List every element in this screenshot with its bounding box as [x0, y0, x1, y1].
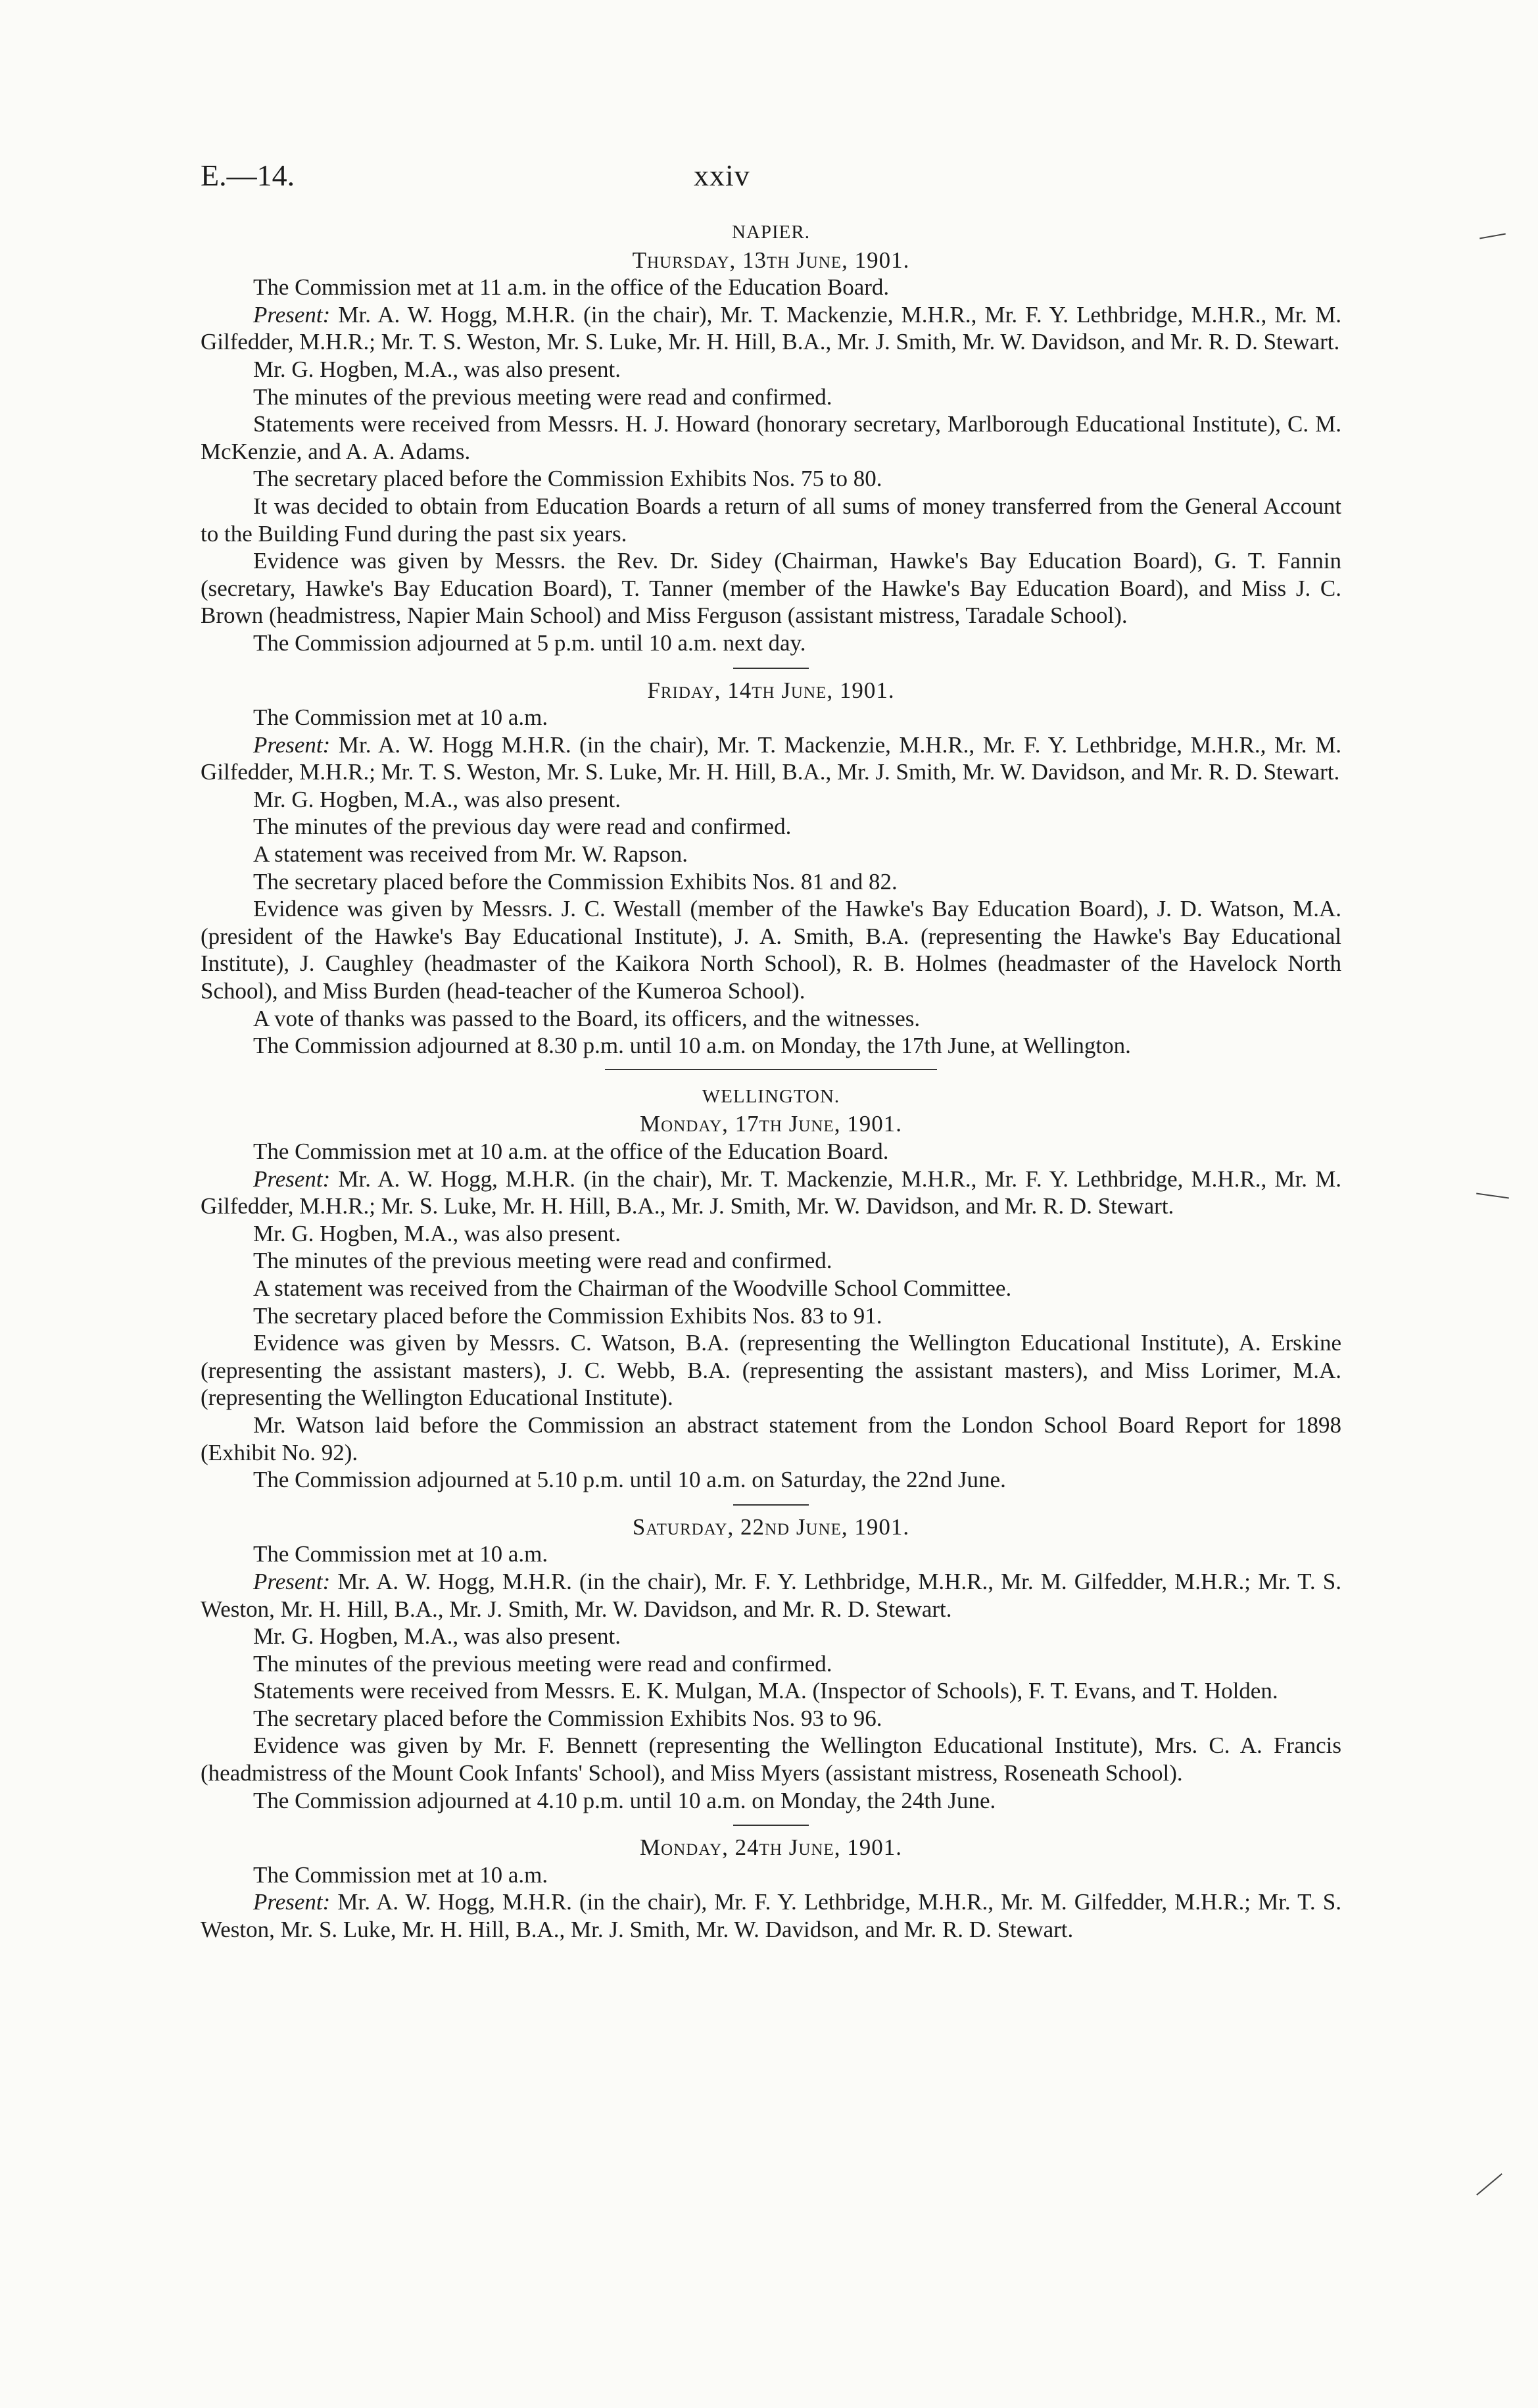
minute-paragraph: A vote of thanks was passed to the Board, its officers, and the witnesses.: [253, 1005, 921, 1031]
section-place-heading: WELLINGTON.: [702, 1085, 840, 1107]
minute-paragraph: Present: Mr. A. W. Hogg, M.H.R. (in the chair), Mr. F. Y. Lethbridge, M.H.R., Mr. M. Gilfedder, M.H.R.; Mr. T. S. Weston, Mr. S. Luke, Mr. H. Hill, B.A., Mr. J. Smith, Mr. W. Davidson, and Mr. R. D. Stewart.: [201, 1889, 1341, 1943]
meeting-divider: [733, 668, 809, 669]
present-label: Present:: [253, 731, 331, 758]
minute-paragraph: Mr. G. Hogben, M.A., was also present.: [253, 786, 621, 812]
present-label: Present:: [253, 1568, 331, 1594]
meeting-date: Thursday, 13th June, 1901.: [632, 247, 910, 273]
margin-mark: [1476, 2173, 1502, 2196]
minute-paragraph: A statement was received from Mr. W. Rapson.: [253, 841, 688, 868]
minute-paragraph: Present: Mr. A. W. Hogg M.H.R. (in the chair), Mr. T. Mackenzie, M.H.R., Mr. F. Y. Lethbridge, M.H.R., Mr. M. Gilfedder, M.H.R.; Mr. T. S. Weston, Mr. S. Luke, Mr. H. Hill, B.A., Mr. J. Smith, Mr. W. Davidson, and Mr. R. D. Stewart.: [201, 731, 1341, 785]
page-number: xxiv: [694, 159, 750, 192]
minute-paragraph: The Commission met at 10 a.m.: [253, 704, 548, 731]
meeting-divider: [733, 1504, 809, 1506]
section-divider: [605, 1069, 937, 1070]
minute-paragraph: Evidence was given by Messrs. the Rev. Dr. Sidey (Chairman, Hawke's Bay Education Board), G. T. Fannin (secretary, Hawke's Bay Education Board), T. Tanner (member of the Hawke's Bay Education Board), and Miss J. C. Brown (headmistress, Napier Main School) and Miss Ferguson (assistant mistress, Taradale School).: [201, 548, 1341, 629]
minute-paragraph: Mr. Watson laid before the Commission an abstract statement from the London School Board Report for 1898 (Exhibit No. 92).: [201, 1412, 1341, 1465]
minute-paragraph: The minutes of the previous meeting were read and confirmed.: [253, 1650, 832, 1677]
present-label: Present:: [253, 1166, 331, 1192]
meeting-date: Saturday, 22nd June, 1901.: [632, 1513, 910, 1540]
minute-paragraph: A statement was received from the Chairman of the Woodville School Committee.: [253, 1275, 1012, 1301]
minute-paragraph: The secretary placed before the Commission Exhibits Nos. 93 to 96.: [253, 1705, 882, 1731]
document-reference: E.—14.: [201, 159, 295, 192]
minutes-body: [201, 214, 1341, 1944]
minute-paragraph: Mr. G. Hogben, M.A., was also present.: [253, 356, 621, 382]
minute-paragraph: The secretary placed before the Commission Exhibits Nos. 81 and 82.: [253, 868, 898, 895]
minute-paragraph: The Commission adjourned at 5.10 p.m. until 10 a.m. on Saturday, the 22nd June.: [253, 1467, 1006, 1493]
minute-paragraph: The Commission met at 11 a.m. in the office of the Education Board.: [253, 274, 890, 301]
minute-paragraph: The minutes of the previous meeting were read and confirmed.: [253, 383, 832, 410]
meeting-date: Monday, 17th June, 1901.: [640, 1111, 902, 1137]
minute-paragraph: The secretary placed before the Commission Exhibits Nos. 83 to 91.: [253, 1302, 882, 1329]
minute-paragraph: The Commission met at 10 a.m.: [253, 1861, 548, 1888]
minute-paragraph: Mr. G. Hogben, M.A., was also present.: [253, 1623, 621, 1650]
present-label: Present:: [253, 1889, 331, 1915]
minute-paragraph: The Commission adjourned at 5 p.m. until 10 a.m. next day.: [253, 629, 806, 656]
minute-paragraph: Present: Mr. A. W. Hogg, M.H.R. (in the chair), Mr. T. Mackenzie, M.H.R., Mr. F. Y. Lethbridge, M.H.R., Mr. M. Gilfedder, M.H.R.; Mr. S. Luke, Mr. H. Hill, B.A., Mr. J. Smith, Mr. W. Davidson, and Mr. R. D. Stewart.: [201, 1166, 1341, 1219]
margin-mark: [1476, 1193, 1509, 1199]
minute-paragraph: Evidence was given by Mr. F. Bennett (representing the Wellington Educational Institute), Mrs. C. A. Francis (headmistress of the Mount Cook Infants' School), and Miss Myers (assistant mistress, Roseneath School).: [201, 1732, 1341, 1786]
minute-paragraph: The secretary placed before the Commission Exhibits Nos. 75 to 80.: [253, 466, 882, 492]
minute-paragraph: Evidence was given by Messrs. C. Watson, B.A. (representing the Wellington Educational Institute), A. Erskine (representing the assistant masters), J. C. Webb, B.A. (representing the assistant masters), and Miss Lorimer, M.A. (representing the Wellington Educational Institute).: [201, 1330, 1341, 1411]
meeting-date: Monday, 24th June, 1901.: [640, 1834, 902, 1861]
minute-paragraph: Evidence was given by Messrs. J. C. Westall (member of the Hawke's Bay Education Board), J. D. Watson, M.A. (president of the Hawke's Bay Educational Institute), J. A. Smith, B.A. (representing the Hawke's Bay Educational Institute), J. Caughley (headmaster of the Kaikora North School), R. B. Holmes (headmaster of the Havelock North School), and Miss Burden (head-teacher of the Kumeroa School).: [201, 896, 1341, 1004]
minute-paragraph: The Commission adjourned at 8.30 p.m. until 10 a.m. on Monday, the 17th June, at Wellington.: [253, 1033, 1131, 1059]
minute-paragraph: Statements were received from Messrs. E. K. Mulgan, M.A. (Inspector of Schools), F. T. Evans, and T. Holden.: [253, 1678, 1278, 1704]
margin-mark: [1479, 233, 1506, 239]
meeting-divider: [733, 1825, 809, 1826]
minute-paragraph: The minutes of the previous day were read and confirmed.: [253, 814, 792, 840]
minute-paragraph: The Commission adjourned at 4.10 p.m. until 10 a.m. on Monday, the 24th June.: [253, 1787, 996, 1813]
minute-paragraph: Statements were received from Messrs. H. J. Howard (honorary secretary, Marlborough Educational Institute), C. M. McKenzie, and A. A. Adams.: [201, 411, 1341, 464]
minute-paragraph: Mr. G. Hogben, M.A., was also present.: [253, 1220, 621, 1246]
minute-paragraph: The Commission met at 10 a.m.: [253, 1541, 548, 1567]
minute-paragraph: It was decided to obtain from Education Boards a return of all sums of money transferred from the General Account to the Building Fund during the past six years.: [201, 493, 1341, 547]
section-place-heading: NAPIER.: [732, 222, 810, 243]
minute-paragraph: The Commission met at 10 a.m. at the office of the Education Board.: [253, 1139, 889, 1164]
minute-paragraph: Present: Mr. A. W. Hogg, M.H.R. (in the chair), Mr. F. Y. Lethbridge, M.H.R., Mr. M. Gilfedder, M.H.R.; Mr. T. S. Weston, Mr. H. Hill, B.A., Mr. J. Smith, Mr. W. Davidson, and Mr. R. D. Stewart.: [201, 1568, 1341, 1622]
minute-paragraph: Present: Mr. A. W. Hogg, M.H.R. (in the chair), Mr. T. Mackenzie, M.H.R., Mr. F. Y. Lethbridge, M.H.R., Mr. M. Gilfedder, M.H.R.; Mr. T. S. Weston, Mr. S. Luke, Mr. H. Hill, B.A., Mr. J. Smith, Mr. W. Davidson, and Mr. R. D. Stewart.: [201, 301, 1341, 355]
minute-paragraph: The minutes of the previous meeting were read and confirmed.: [253, 1248, 832, 1274]
meeting-date: Friday, 14th June, 1901.: [647, 677, 895, 703]
present-label: Present:: [253, 301, 331, 328]
